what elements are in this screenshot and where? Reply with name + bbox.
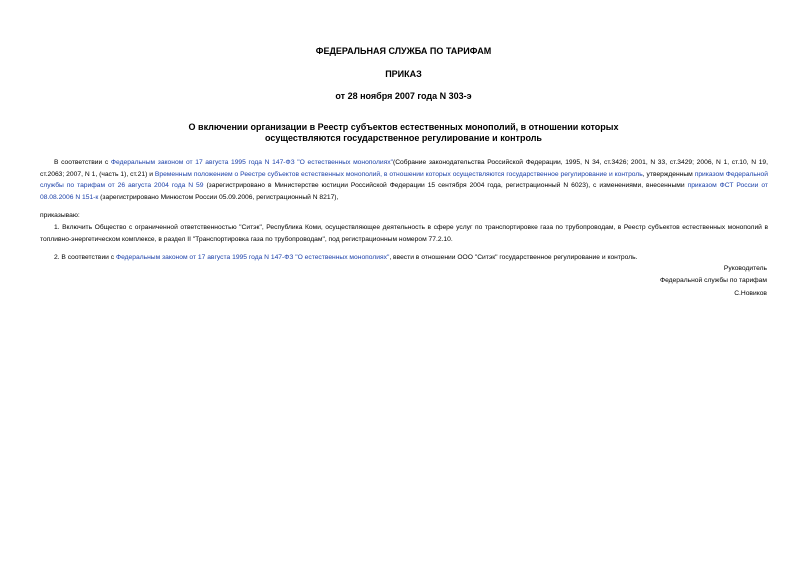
order-item-2-text-2: , ввести в отношении ООО "Ситэк" государственное регулирование и контроль. [389, 254, 638, 261]
federal-law-link-2[interactable]: Федеральным законом от 17 августа 1995 года N 147-ФЗ "О естественных монополиях" [115, 254, 390, 261]
basis-text-4: (зарегистрировано в Министерстве юстиции Российской Федерации 15 сентября 2004 года, регистрационный N 6023), с изменениями, внесенными [203, 182, 688, 190]
fst-order-59-link[interactable]: приказом Федеральной службы по тарифам от 26 августа 2004 года N 59 [40, 170, 768, 190]
federal-law-link[interactable]: Федеральным законом от 17 августа 1995 года N 147-ФЗ "О естественных монополиях" [110, 159, 393, 166]
document-title-line-2: осуществляются государственное регулирование и контроль [265, 132, 542, 143]
basis-text-5: (зарегистрировано Минюстом России 05.09.2006, регистрационный N 8217), [98, 193, 339, 201]
basis-text-3: , утвержденным [642, 170, 695, 178]
order-item-2 [40, 252, 768, 264]
order-item-1-text: 1. Включить Общество с ограниченной ответственностью "Ситэк", Республика Коми, осуществляющее деятельность в сфере услуг по транспортировке газа по трубопроводам, в Реестр субъектов естественных монополий в топливно-энергетическом комплексе, в раздел II "Транспортировка газа по трубопроводам", под регистрационным номером 77.2.10. [40, 224, 768, 243]
fst-order-151k-link[interactable]: приказом ФСТ России от 08.08.2006 N 151-к [40, 182, 768, 201]
document-date-number: от 28 ноября 2007 года N 303-э [335, 91, 472, 101]
signature-block [660, 263, 767, 300]
organization-name: ФЕДЕРАЛЬНАЯ СЛУЖБА ПО ТАРИФАМ [315, 46, 492, 56]
signature-position: Руководитель [723, 265, 767, 272]
basis-text-1: В соответствии с [54, 159, 111, 166]
decree-word: приказываю: [40, 212, 80, 219]
signature-name: С.Новиков [734, 289, 767, 297]
temporary-regulation-link[interactable]: Временным положением о Реестре субъектов естественных монополий, в отношении которых осуществляются государственное регулирование и контроль [154, 170, 643, 178]
signature-organization: Федеральной службы по тарифам [660, 277, 767, 285]
basis-paragraph [40, 157, 768, 203]
document-title [140, 122, 667, 143]
document-type: ПРИКАЗ [385, 69, 422, 79]
order-item-2-text-1: 2. В соответствии с [54, 254, 116, 261]
order-item-1 [40, 222, 768, 245]
document-title-line-1: О включении организации в Реестр субъектов естественных монополий, в отношении которых [188, 122, 619, 132]
basis-text-2: (Собрание законодательства Российской Федерации, 1995, N 34, ст.3426; 2001, N 33, ст.3429; 2006, N 1, ст.10, N 19, ст.2063; 2007, N 1, (часть 1), ст.21) и [40, 159, 768, 178]
